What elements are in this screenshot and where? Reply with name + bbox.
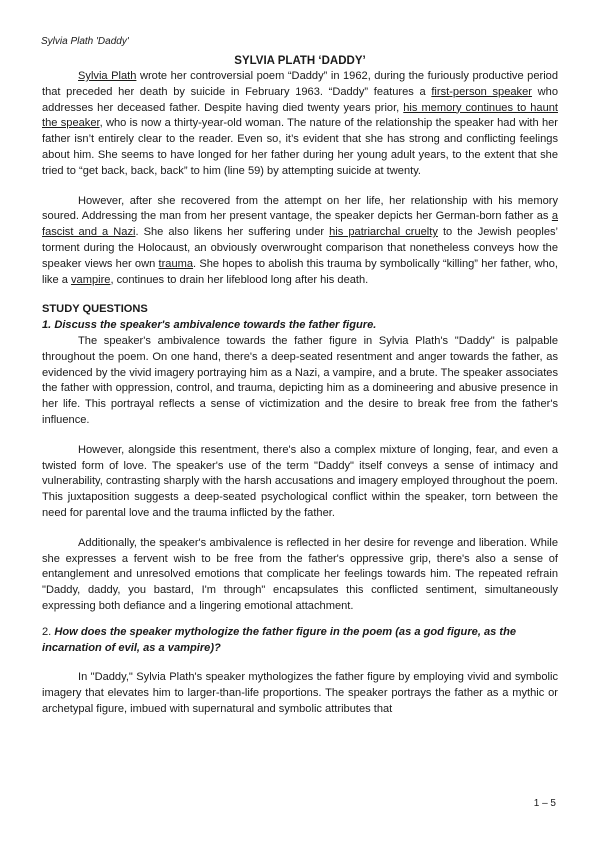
question-1: 1. Discuss the speaker's ambivalence towards the father figure. [42, 319, 377, 332]
text-run: who addresses her deceased father. Despite having died twenty years prior, [42, 85, 558, 114]
underlined-phrase: Sylvia Plath [78, 70, 137, 82]
answer-1-paragraph-1: The speaker's ambivalence towards the father figure in Sylvia Plath's "Daddy" is palpable throughout the poem. On one hand, there's a deep-seated resentment and anger towards the father, as evidenced by the vivid imagery portraying him as a Nazi, a vampire, and a brute. The speaker associates the father with oppression, control, and trauma, depicting him as a domineering and abusive presence in her life. This portrayal reflects a sense of victimization and the desire to break free from the father's influence. [42, 334, 558, 426]
question-2-number: 2. [42, 625, 55, 638]
text-run: to the Jewish peoples’ torment during the Holocaust, an obviously overwrought comparison that nonetheless conveys how the speaker views her own [42, 226, 558, 270]
underlined-phrase: his patriarchal cruelty [329, 226, 438, 239]
intro-paragraph-2 [42, 194, 558, 289]
document-title: SYLVIA PLATH ‘DADDY’ [234, 55, 366, 67]
question-2-text: How does the speaker mythologize the father figure in the poem (as a god figure, as the incarnation of evil, as a vampire)? [42, 625, 517, 654]
page-number: 1 – 5 [533, 798, 556, 809]
intro-paragraph-1 [42, 69, 558, 180]
underlined-phrase: trauma [158, 257, 194, 270]
underlined-phrase: vampire [70, 273, 111, 286]
document-body [42, 53, 558, 718]
text-run: , who is now a thirty-year-old woman. The nature of the relationship the speaker had with her father isn’t entirely clear to the reader. Even so, it’s evident that she has strong and conflicting feelings about him. She seems to have longed for her father during her young adult years, to the extent that she tried to “get back, back, back” to him (line 59) by attempting suicide at twenty. [42, 117, 559, 177]
text-run: . She also likens her suffering under [135, 226, 330, 239]
text-run: . She hopes to abolish this trauma by symbolically “killing” her father, who, like a [42, 257, 559, 286]
text-run: However, after she recovered from the attempt on her life, her relationship with his memory soured. Addressing the man from her present vantage, the speaker depicts her German-born father as [42, 194, 558, 223]
underlined-phrase: a fascist and a Nazi [42, 210, 558, 239]
question-2 [42, 625, 558, 657]
answer-1-paragraph-3: Additionally, the speaker's ambivalence is reflected in her desire for revenge and liberation. While she expresses a fervent wish to be free from the father's oppressive grip, there's also a sense of entanglement and unresolved emotions that complicate her feelings towards him. The repeated refrain "Daddy, daddy, you bastard, I'm through" encapsulates this conflicted sentiment, simultaneously expressing both defiance and a lingering emotional attachment. [42, 536, 558, 612]
running-header: Sylvia Plath 'Daddy' [41, 36, 129, 47]
text-run: wrote her controversial poem “Daddy” in 1962, during the furiously productive period that preceded her death by suicide in February 1963. “Daddy” features a [42, 70, 559, 98]
underlined-phrase: his memory continues to haunt the speaker [42, 101, 558, 130]
underlined-phrase: first-person speaker [431, 85, 532, 98]
answer-1-paragraph-2: However, alongside this resentment, there's also a complex mixture of longing, fear, and even a twisted form of love. The speaker's use of the term "Daddy" itself conveys a sense of intimacy and vulnerability, contrasting sharply with the harsh accusations and imagery employed throughout the poem. This juxtaposition suggests a deep-seated psychological conflict within the speaker, torn between the need for parental love and the trauma inflicted by the father. [42, 443, 558, 519]
answer-2-paragraph-1: In "Daddy," Sylvia Plath's speaker mythologizes the father figure by employing vivid and symbolic imagery that elevates him to larger-than-life proportions. The speaker portrays the father as a mythic or archetypal figure, imbued with supernatural and symbolic attributes that [42, 671, 558, 715]
text-run: , continues to drain her lifeblood long after his death. [110, 273, 369, 286]
study-questions-heading: STUDY QUESTIONS [42, 303, 148, 316]
